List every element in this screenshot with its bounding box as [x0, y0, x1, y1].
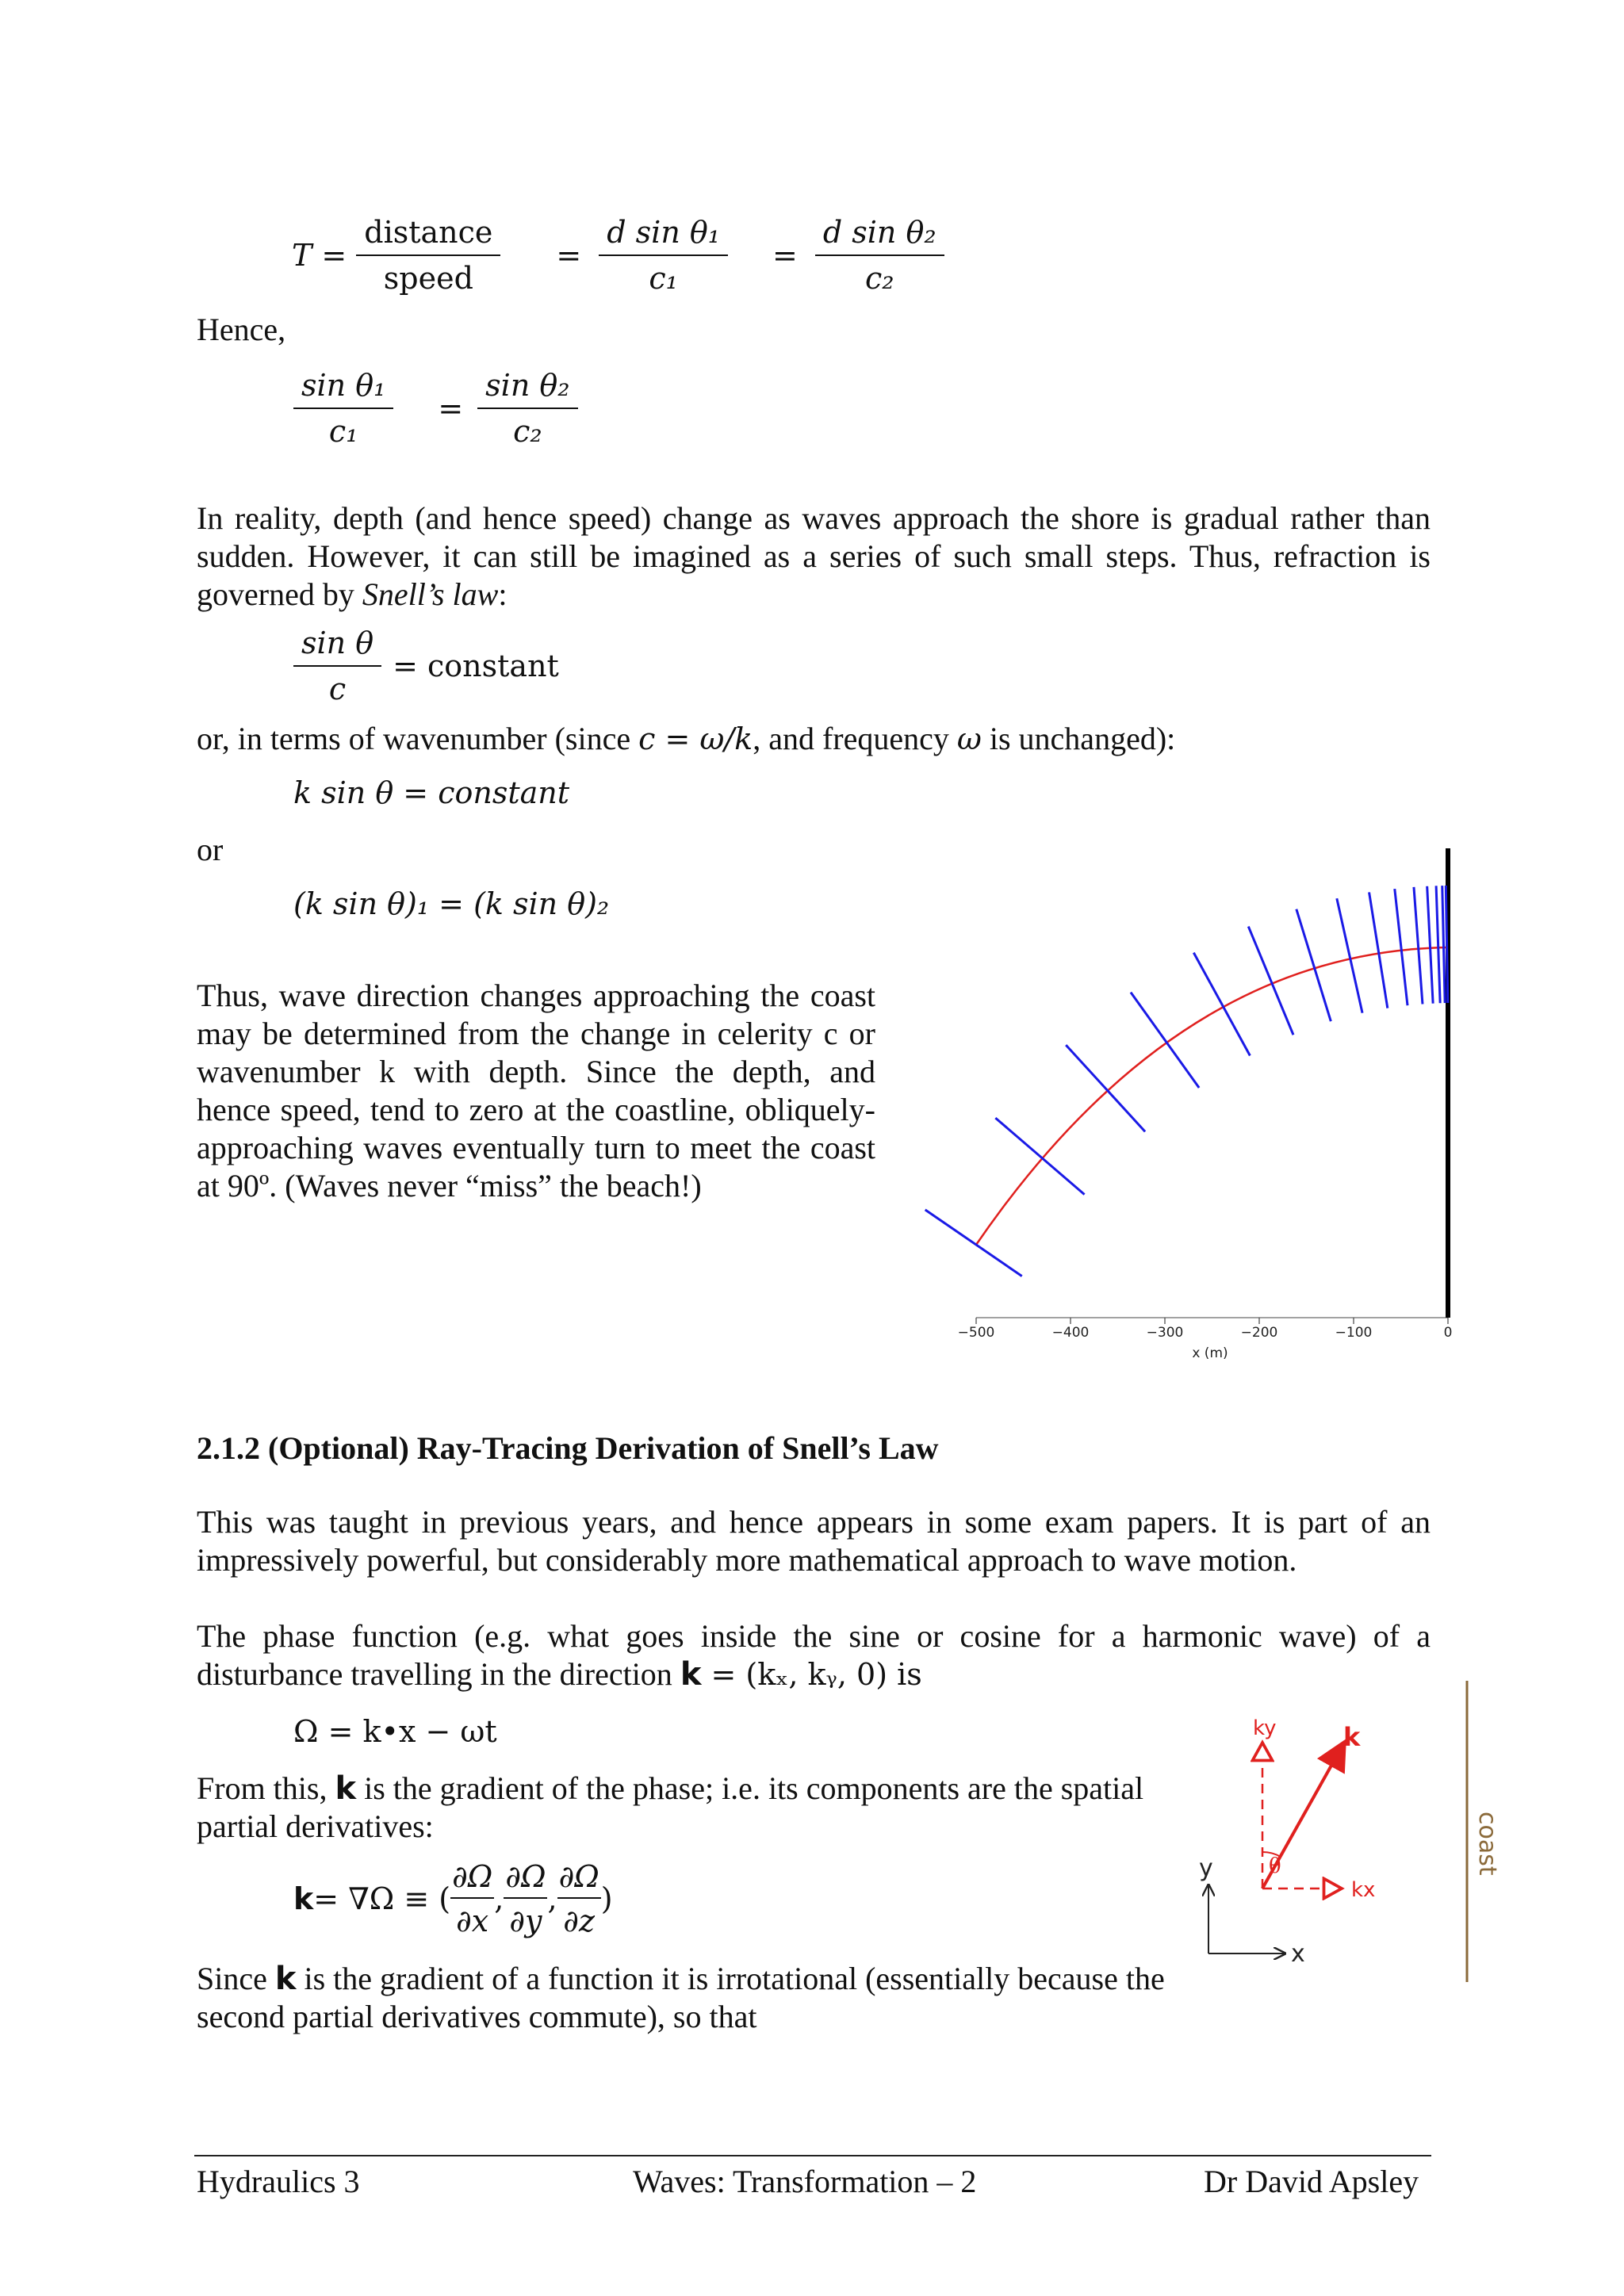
footer-center: Waves: Transformation – 2	[633, 2164, 977, 2199]
footer-rule	[194, 2155, 1431, 2156]
fraction: $\frac{\partial\Omega}{\partial x}$	[452, 1859, 493, 1938]
wave-crest	[1442, 886, 1445, 1003]
fraction: $\frac{\text{sin θ₂}}{\text{c₂}}$	[477, 368, 577, 449]
fraction: $\frac{\text{d sin θ₂}}{\text{c₂}}$	[815, 215, 944, 296]
fraction: $\frac{\text{sin θ₁}}{\text{c₁}}$	[293, 368, 393, 449]
paragraph-gradient: From this, k is the gradient of the phase; i.e. its components are the spatial partial derivatives:	[197, 1770, 1144, 1844]
paragraph-irrotational: Since k is the gradient of a function it is irrotational (essentially because the second partial derivatives commute), so that	[197, 1961, 1165, 2034]
fraction: $\frac{\text{d sin θ₁}}{\text{c₁}}$	[599, 215, 728, 296]
wave-crest	[995, 1118, 1084, 1194]
wave-ray	[976, 947, 1448, 1245]
kx-label: kx	[1351, 1878, 1376, 1902]
fraction: $\frac{\text{sin θ}}{c}$	[293, 626, 381, 706]
fraction: $\frac{\text{distance}}{\text{speed}}$	[356, 215, 500, 296]
paragraph-previous-years: This was taught in previous years, and hence appears in some exam papers. It is part of an impressively powerful, but considerably more mathematical approach to wave motion.	[197, 1504, 1431, 1578]
footer-right: Dr David Apsley	[1204, 2164, 1419, 2199]
wave-crest	[1193, 953, 1250, 1056]
wave-crest	[1414, 887, 1423, 1004]
x-tick-label: −400	[1051, 1325, 1090, 1341]
equation-k-sin-theta: k sin θ = constant	[293, 775, 569, 810]
wave-crest	[1248, 927, 1293, 1035]
equation-k-sin-theta-pair: (k sin θ)₁ = (k sin θ)₂	[293, 886, 610, 921]
footer-left: Hydraulics 3	[197, 2164, 360, 2199]
fraction: $\frac{\partial\Omega}{\partial z}$	[558, 1859, 599, 1938]
wave-crest	[925, 1210, 1022, 1276]
equation-travel-time: T = $\frac{\text{distance}}{\text{speed}}$ = $\frac{\text{d sin θ₁}}{\text{c₁}}$ = $\frac{\text{d sin θ₂}}{\text{c₂}}$	[292, 208, 944, 303]
x-tick-label: −500	[957, 1325, 995, 1341]
paragraph-wavenumber: or, in terms of wavenumber (since c = ω/k, and frequency ω is unchanged):	[197, 721, 1176, 756]
x-axis-label: x	[1291, 1940, 1305, 1968]
wave-crest	[1395, 889, 1408, 1005]
wave-crest	[1436, 886, 1440, 1003]
wavenumber-diagram	[1174, 1673, 1507, 2006]
x-tick-label: −300	[1146, 1325, 1184, 1341]
k-label: k	[1343, 1722, 1361, 1752]
equation-snells-law: $\frac{\text{sin θ}}{c}$ = constant	[293, 622, 559, 710]
fraction: $\frac{\partial\Omega}{\partial y}$	[505, 1859, 546, 1938]
equation-gradient: k = ∇Ω ≡ ( $\frac{\partial\Omega}{\partial x}$ , $\frac{\partial\Omega}{\partial y}$ , $\frac{\partial\Omega}{\partial z}$ )	[293, 1859, 613, 1938]
x-tick-label: 0	[1443, 1325, 1453, 1341]
or-text: or	[197, 832, 224, 867]
wave-crest	[1337, 898, 1362, 1012]
equation-phase: Ω = k•x − ωt	[293, 1714, 497, 1749]
x-axis-label: x (m)	[1192, 1345, 1228, 1361]
x-tick-labels	[958, 1325, 1453, 1361]
y-axis-label: y	[1199, 1854, 1213, 1882]
ky-label: ky	[1253, 1716, 1277, 1740]
paragraph-snells-law: In reality, depth (and hence speed) change as waves approach the shore is gradual rather than sudden. However, it can still be imagined as a series of such small steps. Thus, refraction is governed by Snell’s law:	[197, 500, 1431, 612]
wave-crest	[1369, 892, 1388, 1008]
paragraph-wave-direction: Thus, wave direction changes approaching the coast may be determined from the change in celerity c or wavenumber k with depth. Since the depth, and hence speed, tend to zero at the coastline, obliquely-approaching waves eventually turn to meet the coast at 90º. (Waves never “miss” the beach!)	[197, 978, 875, 1203]
equation-sine-ratio: $\frac{\text{sin θ₁}}{\text{c₁}}$ = $\frac{\text{sin θ₂}}{\text{c₂}}$	[293, 361, 578, 456]
hence-text: Hence,	[197, 312, 286, 347]
x-tick-label: −200	[1240, 1325, 1278, 1341]
chart-plot-area	[925, 848, 1448, 1324]
paragraph-phase-function: The phase function (e.g. what goes inside the sine or cosine for a harmonic wave) of a disturbance travelling in the direction k = (kₓ, kᵧ, 0) is	[197, 1618, 1431, 1693]
section-heading: 2.1.2 (Optional) Ray-Tracing Derivation of Snell’s Law	[197, 1430, 939, 1466]
coast-label: coast	[1473, 1812, 1501, 1876]
refraction-chart	[872, 832, 1475, 1372]
eq1-lhs: T =	[292, 238, 347, 273]
theta-label: θ	[1269, 1854, 1281, 1878]
x-tick-label: −100	[1335, 1325, 1373, 1341]
wave-crest	[1427, 886, 1433, 1004]
wave-crest	[1131, 993, 1199, 1088]
